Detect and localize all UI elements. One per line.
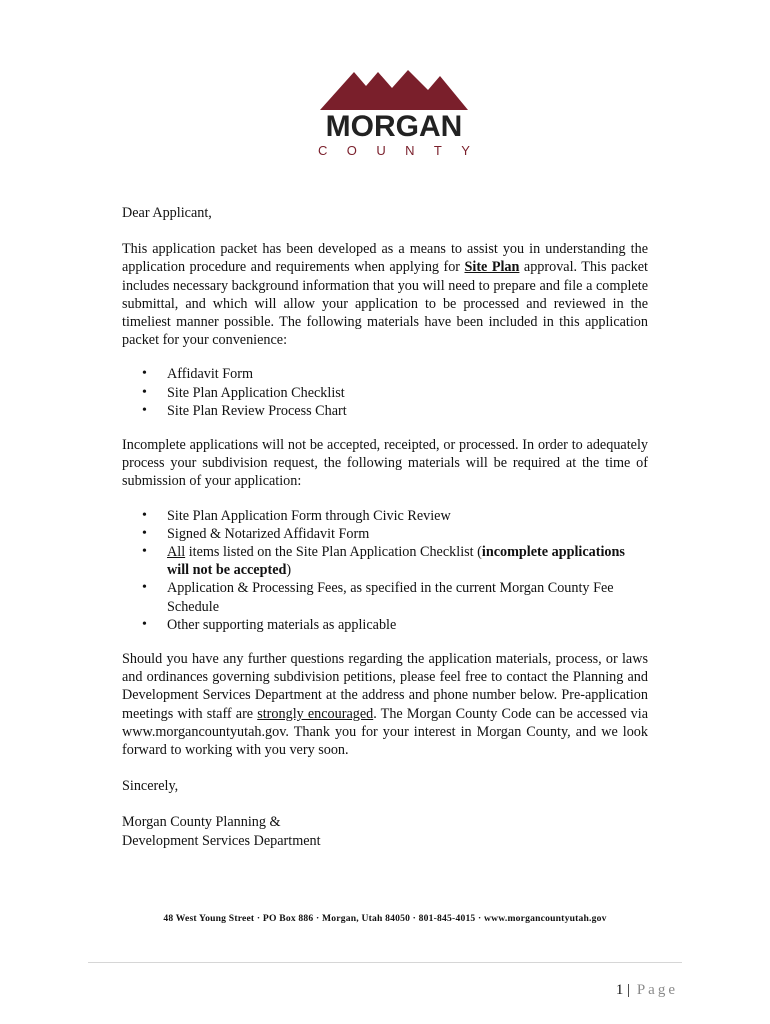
logo-county-letter: Y <box>461 143 470 158</box>
incomplete-warning: incomplete applications will not be accepted <box>167 544 625 579</box>
page-label: Page <box>636 982 678 998</box>
signature-line: Morgan County Planning & <box>122 814 281 831</box>
intro-text: This application packet has been developed as a means to assist you in understanding the application procedure and requirements when applying for <box>122 241 648 276</box>
required-materials-list <box>122 507 648 634</box>
contact-paragraph <box>122 650 648 759</box>
page-number <box>616 982 678 999</box>
page-number-value: 1 <box>615 982 624 998</box>
list-item: • Site Plan Application Checklist <box>122 384 648 402</box>
greeting: Dear Applicant, <box>122 205 212 221</box>
list-item: • Signed & Notarized Affidavit Form <box>122 525 648 543</box>
intro-paragraph <box>122 240 648 349</box>
logo-county-letter: O <box>346 143 357 158</box>
logo-county-letter: U <box>376 143 386 158</box>
mountain-logo-icon <box>316 66 472 112</box>
letter-body <box>122 204 648 850</box>
list-item <box>122 543 648 579</box>
page-separator: | <box>623 982 634 998</box>
logo-county-letter: C <box>318 143 328 158</box>
logo-county-letter: T <box>433 143 442 158</box>
contact-text-cont: . The Morgan County Code can be accessed via www.morgancountyutah.gov. Thank you for your interest in Morgan County, and we look forward to working with you very soon. <box>122 705 648 759</box>
list-item: • Site Plan Review Process Chart <box>122 402 648 420</box>
footer-address: 48 West Young Street · PO Box 886 · Morgan, Utah 84050 · 801-845-4015 · www.morgancountyutah.gov <box>163 913 607 924</box>
signature-line: Development Services Department <box>122 832 321 849</box>
logo-county-letter: N <box>405 143 415 158</box>
footer-divider <box>88 962 682 963</box>
requirements-paragraph: Incomplete applications will not be accepted, receipted, or processed. In order to adequately process your subdivision request, the following materials will be required at the time of submission of your application: <box>122 437 648 490</box>
logo-county-text <box>318 144 470 158</box>
paren-close: ) <box>286 562 292 579</box>
logo-wordmark: MORGAN <box>325 110 463 143</box>
site-plan-emphasis: Site Plan <box>464 259 520 276</box>
morgan-county-logo <box>316 66 472 158</box>
all-emphasis: All <box>167 544 186 561</box>
checklist-text: items listed on the Site Plan Application Checklist ( <box>185 544 482 561</box>
list-item: • Other supporting materials as applicable <box>122 616 648 634</box>
contact-text: Should you have any further questions regarding the application materials, process, or laws and ordinances governing subdivision petitions, please feel free to contact the Planning and Development Services Department at the address and phone number below. Pre-application meetings with staff are <box>122 651 648 722</box>
closing: Sincerely, <box>122 778 179 795</box>
list-item: • Affidavit Form <box>122 365 648 383</box>
list-item: • Application & Processing Fees, as specified in the current Morgan County Fee Schedule <box>122 579 648 615</box>
strongly-encouraged-emphasis: strongly encouraged <box>257 705 374 722</box>
list-item: • Site Plan Application Form through Civic Review <box>122 507 648 525</box>
intro-text-cont: approval. This packet includes necessary background information that you will need to prepare and file a complete submittal, and which will allow your application to be processed and reviewed in the timeliest manner possible. The following materials have been included in this application packet for your convenience: <box>122 259 648 349</box>
included-materials-list <box>122 365 648 420</box>
